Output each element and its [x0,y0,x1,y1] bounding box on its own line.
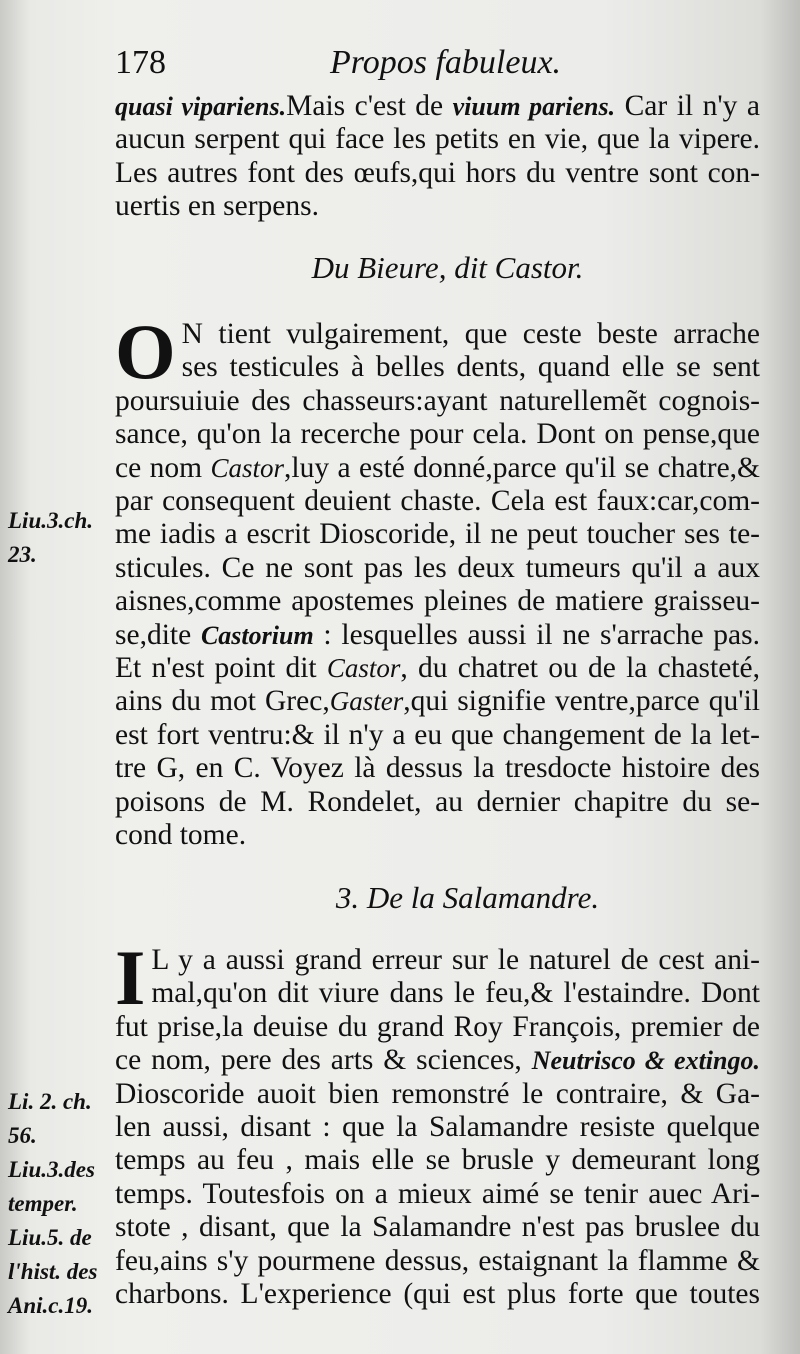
text-line: temps au feu , mais elle se brusle y demeurant long [115,1144,760,1177]
text-line: aucun serpent qui face les petits en vie, que la vipere. [115,123,760,156]
margin-note-line: l'hist. des [8,1259,98,1284]
drop-cap: I [115,934,146,1021]
text-line: Les autres font des œufs,qui hors du ventre sont con- [115,156,760,189]
running-head: Propos fabuleux. [330,44,562,81]
text-line: sticules. Ce ne sont pas les deux tumeurs qu'il a aux [115,551,760,584]
text-line: Et n'est point dit Castor, du chatret ou de la chasteté, [115,652,760,685]
section-title-bieure: Du Bieure, dit Castor. [311,250,584,285]
text-line: len aussi, disant : que la Salamandre resiste quelque [115,1111,760,1144]
text-line: fut prise,la deuise du grand Roy François, premier de [115,1010,760,1043]
text-line: feu,ains s'y pourmene dessus, estaignant la flamme & [115,1244,760,1277]
text-line: stote , disant, que la Salamandre n'est pas bruslee du [115,1211,760,1244]
drop-cap: O [115,308,176,395]
margin-note-line: Liu.5. de [8,1225,92,1250]
margin-note-dioscoride [8,504,118,572]
paragraph-salamandre [115,934,760,1311]
margin-notes-salamandre [8,1085,118,1323]
text-line: Dioscoride auoit bien remonstré le contraire, & Ga- [115,1077,760,1110]
text-line: ains du mot Grec,Gaster,qui signifie ventre,parce qu'il [115,685,760,718]
text-line: ce nom Castor,luy a esté donné,parce qu'il se chatre,& [115,451,760,484]
text-line: poursuiuie des chasseurs:ayant naturellemẽt cognois- [115,384,760,417]
text-line: aisnes,comme apostemes pleines de matiere graisseu- [115,585,760,618]
text-line: charbons. L'experience (qui est plus forte que toutes [115,1278,760,1311]
margin-note-line: 23. [8,542,37,567]
text-line: ce nom, pere des arts & sciences, Neutrisco & extingo. [115,1044,760,1077]
text-line: L y a aussi grand erreur sur le naturel de cest ani- [151,944,760,976]
text-line: cond tome. [115,819,247,852]
paragraph-continuation [115,90,760,224]
text-line: tre G, en C. Voyez là dessus la tresdocte histoire des [115,752,760,785]
text-line: est fort ventru:& il n'y a eu que changement de la let- [115,718,760,751]
paragraph-bieure [115,308,761,853]
margin-note-line: 56. [8,1123,37,1148]
text-line: me iadis a escrit Dioscoride, il ne peut toucher ses te- [115,518,760,551]
margin-note-line: Liu.3.ch. [8,508,93,533]
text-line: temps. Toutesfois on a mieux aimé se tenir auec Ari- [115,1177,760,1210]
text-line: uertis en serpens. [115,190,319,223]
text-line: quasi vipariens.Mais c'est de viuum pariens. Car il n'y a [115,90,760,122]
page-header [115,40,760,90]
margin-note-line: Liu.3.des [8,1157,95,1182]
section-title-salamandre: 3. De la Salamandre. [335,880,600,915]
page-number: 178 [115,44,166,81]
text-line: sance, qu'on la recerche pour cela. Dont on pense,que [115,418,760,451]
text-line: mal,qu'on dit viure dans le feu,& l'estaindre. Dont [151,977,760,1010]
text-line: N tient vulgairement, que ceste beste arrache [181,318,760,350]
margin-note-line: Ani.c.19. [8,1293,93,1318]
text-line: ses testicules à belles dents, quand elle se sent [181,351,760,384]
margin-note-line: Li. 2. ch. [8,1089,92,1114]
text-line: poisons de M. Rondelet, au dernier chapitre du se- [115,785,760,818]
text-line: par consequent deuient chaste. Cela est faux:car,com- [115,485,760,518]
margin-note-line: temper. [8,1191,78,1216]
text-line: se,dite Castorium : lesquelles aussi il ne s'arrache pas. [115,618,761,651]
